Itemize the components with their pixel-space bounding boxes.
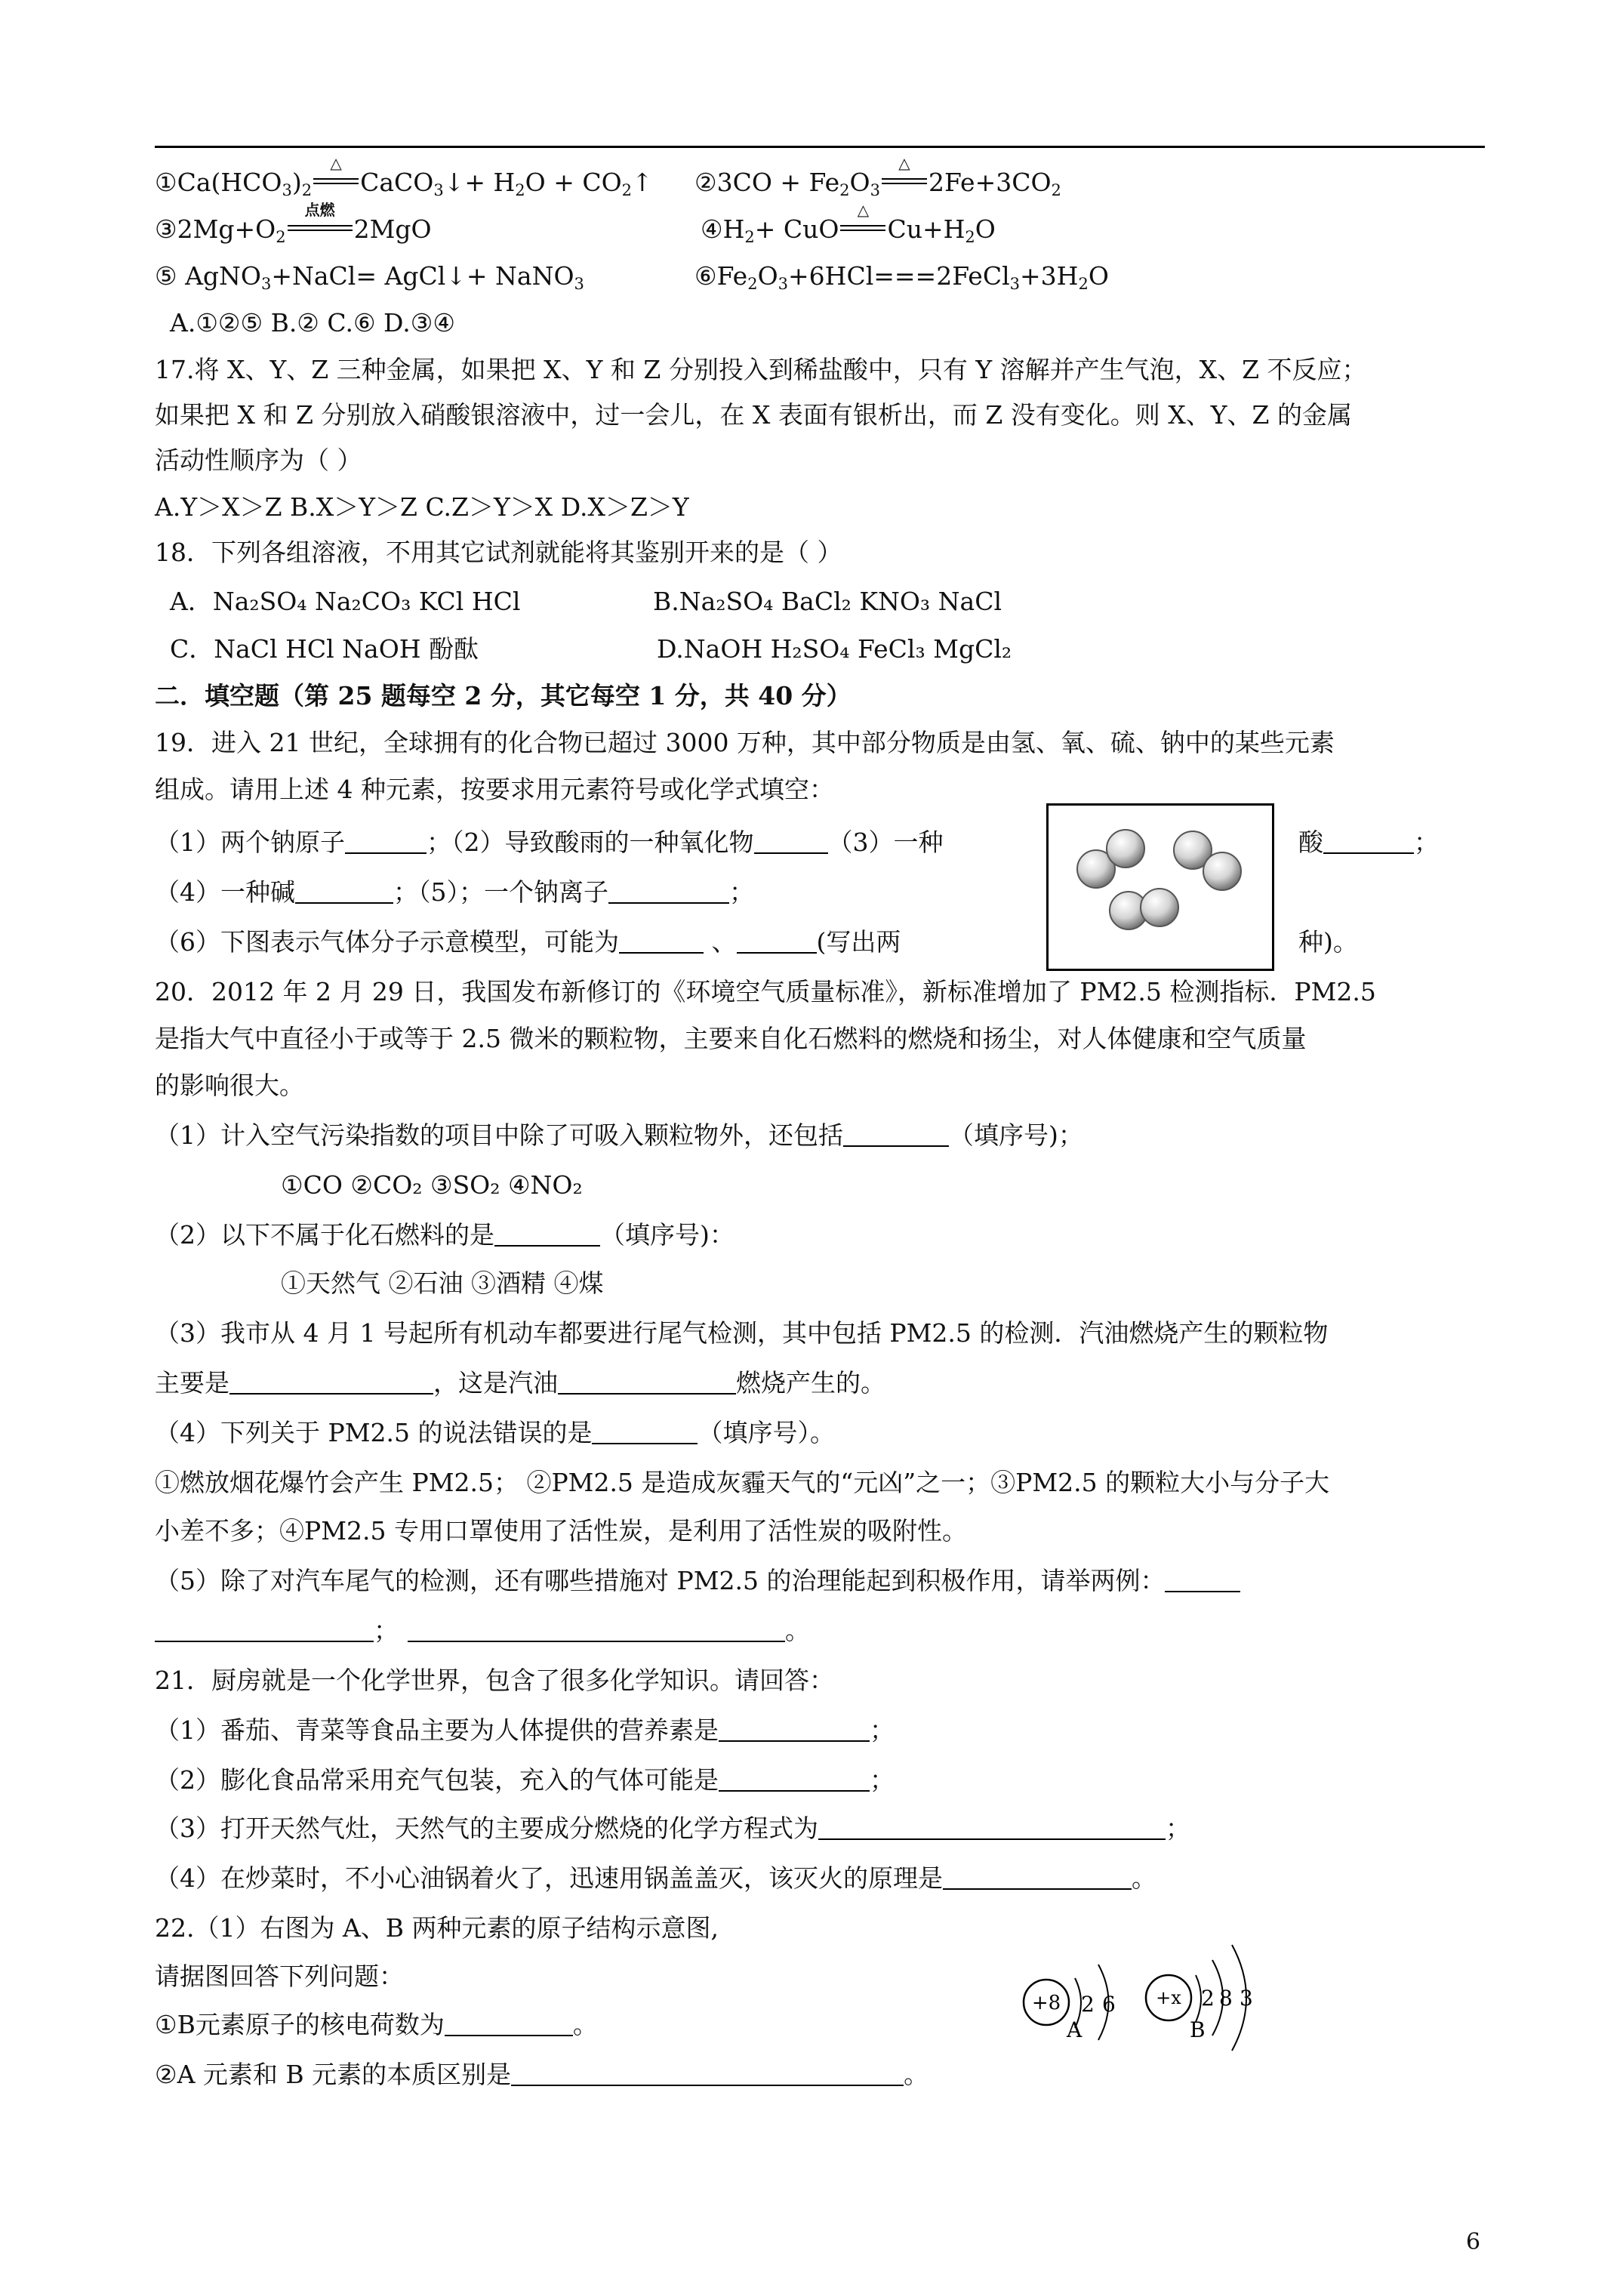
- answer-blank[interactable]: [592, 1420, 698, 1444]
- answer-blank[interactable]: [295, 880, 393, 904]
- answer-blank[interactable]: [719, 1767, 870, 1792]
- heat-condition: △: [839, 214, 887, 245]
- q19-line5: （6）下图表示气体分子示意模型，可能为 、 (写出两: [155, 927, 901, 957]
- q17-options: A.Y＞X＞Z B.X＞Y＞Z C.Z＞Y＞X D.X＞Z＞Y: [155, 492, 689, 522]
- q19-line1: 19．进入 21 世纪，全球拥有的化合物已超过 3000 万种，其中部分物质是由氢、氧、硫、钠中的某些元素: [155, 728, 1335, 757]
- q20-line2: 是指大气中直径小于或等于 2.5 微米的颗粒物，主要来自化石燃料的燃烧和扬尘，对人体健康和空气质量: [155, 1024, 1307, 1053]
- answer-blank[interactable]: [558, 1370, 736, 1395]
- q17-line3: 活动性顺序为（ ）: [155, 445, 362, 475]
- q21-stem: 21．厨房就是一个化学世界，包含了很多化学知识。请回答：: [155, 1666, 834, 1695]
- q19-line2: 组成。请用上述 4 种元素，按要求用元素符号或化学式填空：: [155, 775, 834, 804]
- q20-part1: （1）计入空气污染指数的项目中除了可吸入颗粒物外，还包括 （填序号)；: [155, 1120, 1083, 1150]
- q22-line1: 22.（1）右图为 A、B 两种元素的原子结构示意图,: [155, 1913, 719, 1943]
- answer-blank[interactable]: [619, 929, 704, 954]
- heat-condition: △: [312, 168, 360, 198]
- reaction-3: $③2Mg+O_2$ 点燃 2MgO: [155, 201, 432, 246]
- atom-a-diagram: [1024, 1965, 1116, 2042]
- q18-option-c: C．NaCl HCl NaOH 酚酞: [170, 634, 479, 664]
- figure-frame: [1048, 805, 1273, 970]
- header-rule: [155, 146, 1485, 148]
- answer-blank[interactable]: [608, 880, 729, 904]
- atom-structure-diagrams: [1012, 1925, 1268, 2069]
- answer-blank[interactable]: [408, 1618, 785, 1642]
- q19-line3-right: 酸 ；: [1298, 827, 1439, 857]
- svg-text:B: B: [1190, 2017, 1206, 2042]
- q22-line2: 请据图回答下列问题：: [155, 1962, 404, 1991]
- svg-text:A: A: [1067, 2017, 1083, 2042]
- svg-text:6: 6: [1102, 1992, 1116, 2017]
- q20-part1-options: ①CO ②CO₂ ③SO₂ ④NO₂: [281, 1170, 583, 1200]
- gas-molecule-model-figure: [1046, 803, 1274, 971]
- q20-part2-options: ①天然气 ②石油 ③酒精 ④煤: [281, 1268, 604, 1298]
- answer-blank[interactable]: [843, 1123, 949, 1147]
- answer-blank[interactable]: [229, 1370, 433, 1395]
- reaction-1: $①Ca(HCO_3)_2$ △ CaCO$_3$↓+ $H_2O$ + $CO_2↑$: [155, 154, 653, 199]
- q19-line5-right: 种)。: [1298, 927, 1358, 957]
- q19-line3: （1）两个钠原子 ；（2）导致酸雨的一种氧化物 （3）一种: [155, 827, 944, 857]
- atom-b-diagram: [1146, 1945, 1253, 2051]
- q20-part5-line2: ； 。: [155, 1616, 810, 1646]
- answer-blank[interactable]: [345, 830, 427, 854]
- q19-line4: （4）一种碱 ；（5）；一个钠离子 ；: [155, 877, 754, 907]
- svg-text:+8: +8: [1031, 1992, 1061, 2014]
- q21-part1: （1）番茄、青菜等食品主要为人体提供的营养素是 ；: [155, 1715, 895, 1745]
- answer-blank[interactable]: [445, 2012, 573, 2036]
- svg-text:2: 2: [1201, 1986, 1215, 2011]
- answer-blank[interactable]: [511, 2062, 904, 2086]
- q18-option-d: D.NaOH H₂SO₄ FeCl₃ MgCl₂: [657, 634, 1012, 664]
- q18-option-a: A．Na₂SO₄ Na₂CO₃ KCl HCl: [170, 587, 521, 616]
- answer-blank[interactable]: [719, 1718, 870, 1742]
- answer-blank[interactable]: [737, 929, 817, 954]
- q18-stem: 18．下列各组溶液，不用其它试剂就能将其鉴别开来的是（ ）: [155, 538, 842, 567]
- svg-text:8: 8: [1219, 1986, 1233, 2011]
- q21-part2: （2）膨化食品常采用充气包装，充入的气体可能是 ；: [155, 1765, 895, 1795]
- q20-part4-line1: ①燃放烟花爆竹会产生 PM2.5； ②PM2.5 是造成灰霾天气的“元凶”之一；③PM2.5 的颗粒大小与分子大: [155, 1468, 1330, 1497]
- q20-part3-line1: （3）我市从 4 月 1 号起所有机动车都要进行尾气检测，其中包括 PM2.5 的检测．汽油燃烧产生的颗粒物: [155, 1318, 1329, 1348]
- svg-text:2: 2: [1081, 1992, 1095, 2017]
- q17-line2: 如果把 X 和 Z 分别放入硝酸银溶液中，过一会儿，在 X 表面有银析出，而 Z 没有变化。则 X、Y、Z 的金属: [155, 400, 1352, 430]
- q21-part3: （3）打开天然气灶，天然气的主要成分燃烧的化学方程式为 ；: [155, 1814, 1190, 1843]
- svg-text:3: 3: [1240, 1986, 1253, 2011]
- reaction-6: $⑥Fe_2O_3+6HCl===2FeCl_3+3H_2O$: [694, 261, 1109, 293]
- heat-condition: △: [880, 168, 929, 198]
- q18-option-b: B.Na₂SO₄ BaCl₂ KNO₃ NaCl: [653, 587, 1002, 616]
- q20-part4-line2: 小差不多；④PM2.5 专用口罩使用了活性炭，是利用了活性炭的吸附性。: [155, 1516, 967, 1546]
- q22-part2: ②A 元素和 B 元素的本质区别是 。: [155, 2060, 929, 2089]
- q20-part5-line1: （5）除了对汽车尾气的检测，还有哪些措施对 PM2.5 的治理能起到积极作用，请举两例：: [155, 1566, 1240, 1596]
- q20-line3: 的影响很大。: [155, 1071, 304, 1100]
- reaction-2: ②3CO + $Fe_2O_3$ △ $2Fe+3CO_2$: [694, 154, 1061, 199]
- answer-blank[interactable]: [494, 1222, 600, 1247]
- q21-part4: （4）在炒菜时，不小心油锅着火了，迅速用锅盖盖灭，该灭火的原理是 。: [155, 1863, 1156, 1893]
- q20-part3-line2: 主要是 ，这是汽油 燃烧产生的。: [155, 1368, 885, 1398]
- q17-line1: 17.将 X、Y、Z 三种金属，如果把 X、Y 和 Z 分别投入到稀盐酸中，只有 Y 溶解并产生气泡，X、Z 不反应；: [155, 355, 1367, 384]
- q20-part2: （2）以下不属于化石燃料的是 （填序号)：: [155, 1220, 735, 1250]
- answer-blank[interactable]: [1165, 1568, 1240, 1592]
- q20-line1: 20．2012 年 2 月 29 日，我国发布新修订的《环境空气质量标准》，新标准增加了 PM2.5 检测指标．PM2.5: [155, 977, 1376, 1006]
- answer-blank[interactable]: [1323, 830, 1414, 854]
- section-heading: 二．填空题（第 25 题每空 2 分，其它每空 1 分，共 40 分）: [155, 681, 852, 710]
- answer-blank[interactable]: [155, 1618, 374, 1642]
- q16-options: A.①②⑤ B.② C.⑥ D.③④: [170, 308, 455, 337]
- reaction-5: ⑤ AgNO$_3$+NaCl= AgCl↓+ NaNO$_3$: [155, 261, 584, 293]
- ignite-condition: 点燃: [286, 214, 354, 245]
- answer-blank[interactable]: [943, 1866, 1132, 1890]
- page-number: 6: [1466, 2229, 1481, 2255]
- reaction-4: $④H_2+$ CuO △ $Cu+H_2O$: [701, 201, 996, 246]
- answer-blank[interactable]: [754, 830, 828, 854]
- q22-part1: ①B元素原子的核电荷数为 。: [155, 2010, 598, 2039]
- svg-text:+x: +x: [1156, 1987, 1181, 2008]
- q20-part4: （4）下列关于 PM2.5 的说法错误的是 （填序号）。: [155, 1418, 835, 1447]
- answer-blank[interactable]: [818, 1816, 1166, 1840]
